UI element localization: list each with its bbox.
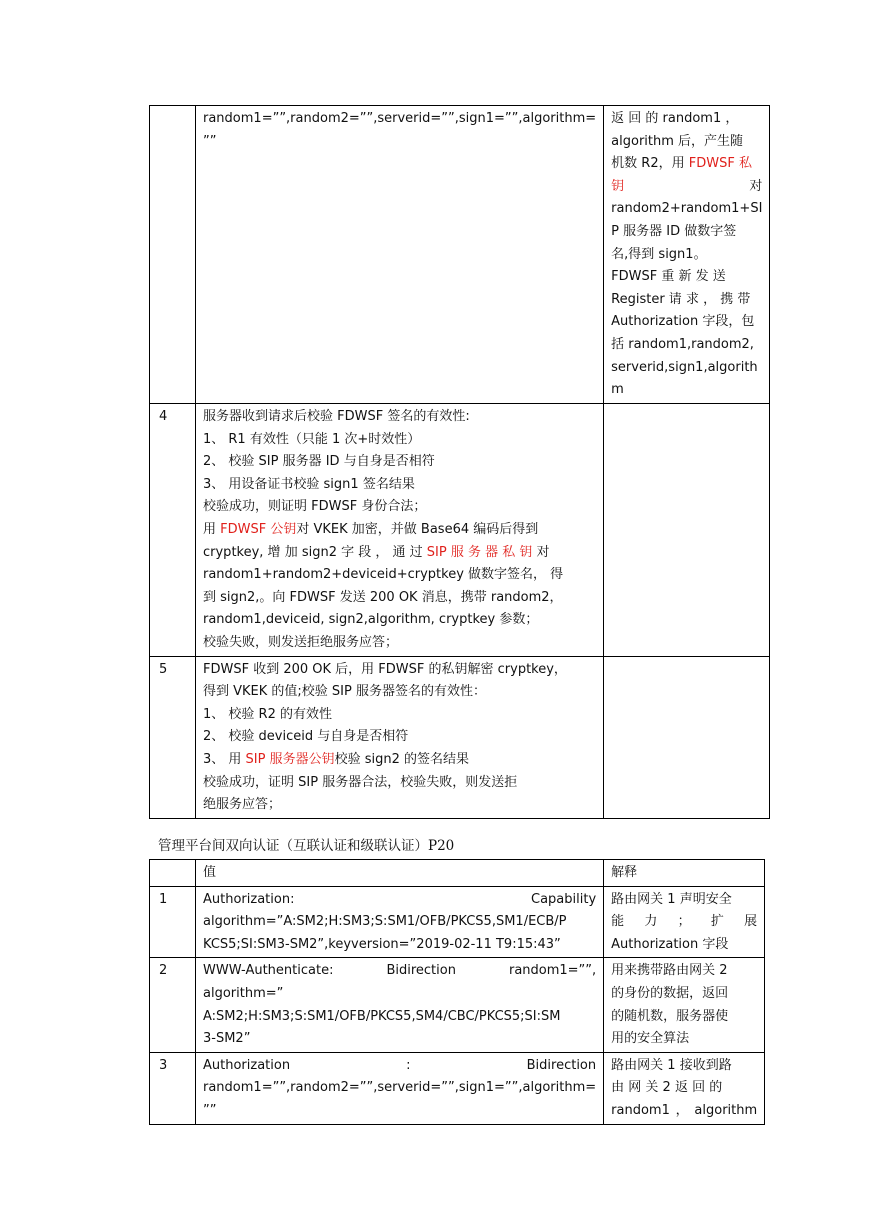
value-line: A:SM2;H:SM3;S:SM1/OFB/PKCS5,SM4/CBC/PKCS5;SI:SM [203, 1008, 561, 1024]
note-line: P 服务器 ID 做数字签 [611, 223, 737, 239]
value-line: random1=””,random2=””,serverid=””,sign1=””,algorithm= [203, 111, 597, 126]
value-text: 校验 sign2 的签名结果 [334, 751, 470, 767]
value-text: WWW-Authenticate: [203, 963, 334, 979]
value-line: 校验成功，证明 SIP 服务器合法，校验失败，则发送拒 [203, 774, 518, 790]
note-text: algorithm [694, 1102, 758, 1118]
highlight-private-key: FDWSF 私 [688, 156, 752, 172]
value-line: 校验成功，则证明 FDWSF 身份合法； [203, 499, 427, 515]
note-line [611, 176, 762, 199]
highlight-private-key: 钥 [611, 178, 625, 194]
note-cell [604, 958, 765, 1052]
note-line [611, 911, 757, 934]
note-line: Register 请 求 ， 携 带 [611, 291, 751, 307]
table-row [150, 656, 770, 818]
value-line [203, 542, 596, 565]
note-line: 由 网 关 2 返 回 的 [611, 1080, 723, 1096]
table-header-row [150, 860, 765, 887]
value-line: 3、 用设备证书校验 sign1 签名结果 [203, 476, 415, 492]
table-row [150, 106, 770, 404]
value-text: Capability [531, 891, 597, 907]
note-line: random2+random1+SI [611, 201, 763, 217]
value-text: Bidirection [386, 963, 456, 979]
note-line: 的身份的数据，返回 [611, 985, 729, 1001]
note-line: 的随机数，服务器使 [611, 1008, 729, 1024]
header-num [150, 860, 196, 887]
value-line: algorithm=”A:SM2;H:SM3;S:SM1/OFB/PKCS5,SM1/ECB/P [203, 914, 567, 930]
value-line: FDWSF 收到 200 OK 后，用 FDWSF 的私钥解密 cryptkey， [203, 661, 567, 677]
note-text: 展 [744, 914, 758, 930]
note-cell [604, 106, 770, 404]
note-cell [604, 886, 765, 958]
value-text: 用 [203, 521, 221, 537]
value-line: KCS5;SI:SM3-SM2”,keyversion=”2019-02-11 T9:15:43” [203, 936, 561, 952]
highlight-private-key: SIP 服 务 器 私 钥 [426, 544, 533, 560]
value-line: algorithm=” [203, 985, 284, 1001]
note-text: 对 [749, 178, 763, 194]
mutual-auth-table [149, 859, 765, 1125]
value-cell [196, 1052, 604, 1124]
value-cell [196, 656, 604, 818]
auth-flow-table [149, 105, 770, 819]
note-line [611, 1100, 757, 1123]
value-line: ”” [203, 133, 217, 149]
value-text: Bidirection [526, 1057, 597, 1073]
value-line [203, 749, 596, 772]
value-line [203, 519, 596, 542]
note-line: m [611, 382, 624, 398]
note-text: random1 [611, 1102, 670, 1118]
note-cell [604, 1052, 765, 1124]
highlight-public-key: FDWSF 公钥 [220, 521, 297, 537]
value-line: random1,deviceid, sign2,algorithm, cryptkey 参数； [203, 612, 539, 628]
value-line: 1、 校验 R2 的有效性 [203, 706, 332, 722]
step-number: 2 [150, 958, 196, 1052]
value-line [203, 1055, 596, 1078]
note-line: 括 random1,random2, [611, 336, 754, 352]
value-line: 1、 R1 有效性（只能 1 次+时效性） [203, 431, 421, 447]
note-line: 路由网关 1 接收到路 [611, 1057, 732, 1073]
table-row [150, 1052, 765, 1124]
value-cell [196, 958, 604, 1052]
value-cell [196, 404, 604, 657]
value-line: random1+random2+deviceid+cryptkey 做数字签名， 得 [203, 567, 564, 583]
note-text: 能 [611, 914, 625, 930]
value-line [203, 889, 596, 912]
step-number: 4 [150, 404, 196, 657]
value-line: 绝服务应答； [203, 797, 282, 813]
step-number: 3 [150, 1052, 196, 1124]
note-line: 路由网关 1 声明安全 [611, 891, 732, 907]
note-line: Authorization 字段 [611, 936, 729, 952]
value-text: 对 VKEK 加密，并做 Base64 编码后得到 [296, 521, 539, 537]
note-cell [604, 656, 770, 818]
value-cell [196, 106, 604, 404]
header-note: 解释 [604, 860, 765, 887]
highlight-public-key: SIP 服务器公钥 [245, 751, 335, 767]
note-line: 名,得到 sign1。 [611, 246, 707, 262]
header-value: 值 [196, 860, 604, 887]
value-cell [196, 886, 604, 958]
value-line: 2、 校验 deviceid 与自身是否相符 [203, 729, 409, 745]
note-text: 机数 R2，用 [611, 156, 689, 172]
value-line [203, 960, 596, 983]
value-text: cryptkey, 增 加 sign2 字 段 ， 通 过 [203, 544, 427, 560]
value-text: : [406, 1057, 411, 1073]
value-line: 服务器收到请求后校验 FDWSF 签名的有效性: [203, 409, 470, 424]
note-text: ； [677, 914, 691, 930]
step-number [150, 106, 196, 404]
value-line: random1=””,random2=””,serverid=””,sign1=””,algorithm= [203, 1080, 597, 1096]
note-line: FDWSF 重 新 发 送 [611, 269, 726, 285]
note-line: Authorization 字段，包 [611, 314, 755, 330]
note-text: 力 [644, 914, 658, 930]
value-line: 到 sign2,。向 FDWSF 发送 200 OK 消息，携带 random2， [203, 589, 563, 605]
step-number: 5 [150, 656, 196, 818]
value-line: 校验失败，则发送拒绝服务应答； [203, 634, 399, 650]
note-text: ， [675, 1102, 689, 1118]
value-line: ”” [203, 1102, 217, 1118]
table-row [150, 886, 765, 958]
note-line: algorithm 后，产生随 [611, 133, 744, 149]
table-row [150, 404, 770, 657]
step-number: 1 [150, 886, 196, 958]
note-line: 用的安全算法 [611, 1031, 690, 1047]
value-line: 2、 校验 SIP 服务器 ID 与自身是否相符 [203, 454, 435, 470]
note-line [611, 153, 762, 176]
value-line: 得到 VKEK 的值;校验 SIP 服务器签名的有效性： [203, 684, 486, 700]
section-title: 管理平台间双向认证（互联认证和级联认证）P20 [158, 838, 455, 854]
table-row [150, 958, 765, 1052]
note-line: serverid,sign1,algorith [611, 359, 758, 375]
value-text: Authorization: [203, 891, 295, 907]
note-text: 扩 [710, 914, 724, 930]
value-line: 3-SM2” [203, 1031, 251, 1047]
value-text: random1=””, [508, 963, 597, 979]
value-text: 3、 用 [203, 751, 246, 767]
note-line: 用来携带路由网关 2 [611, 963, 728, 979]
value-text: 对 [532, 544, 550, 560]
value-text: Authorization [203, 1057, 291, 1073]
note-line: 返 回 的 random1 ， [611, 111, 739, 126]
note-cell [604, 404, 770, 657]
